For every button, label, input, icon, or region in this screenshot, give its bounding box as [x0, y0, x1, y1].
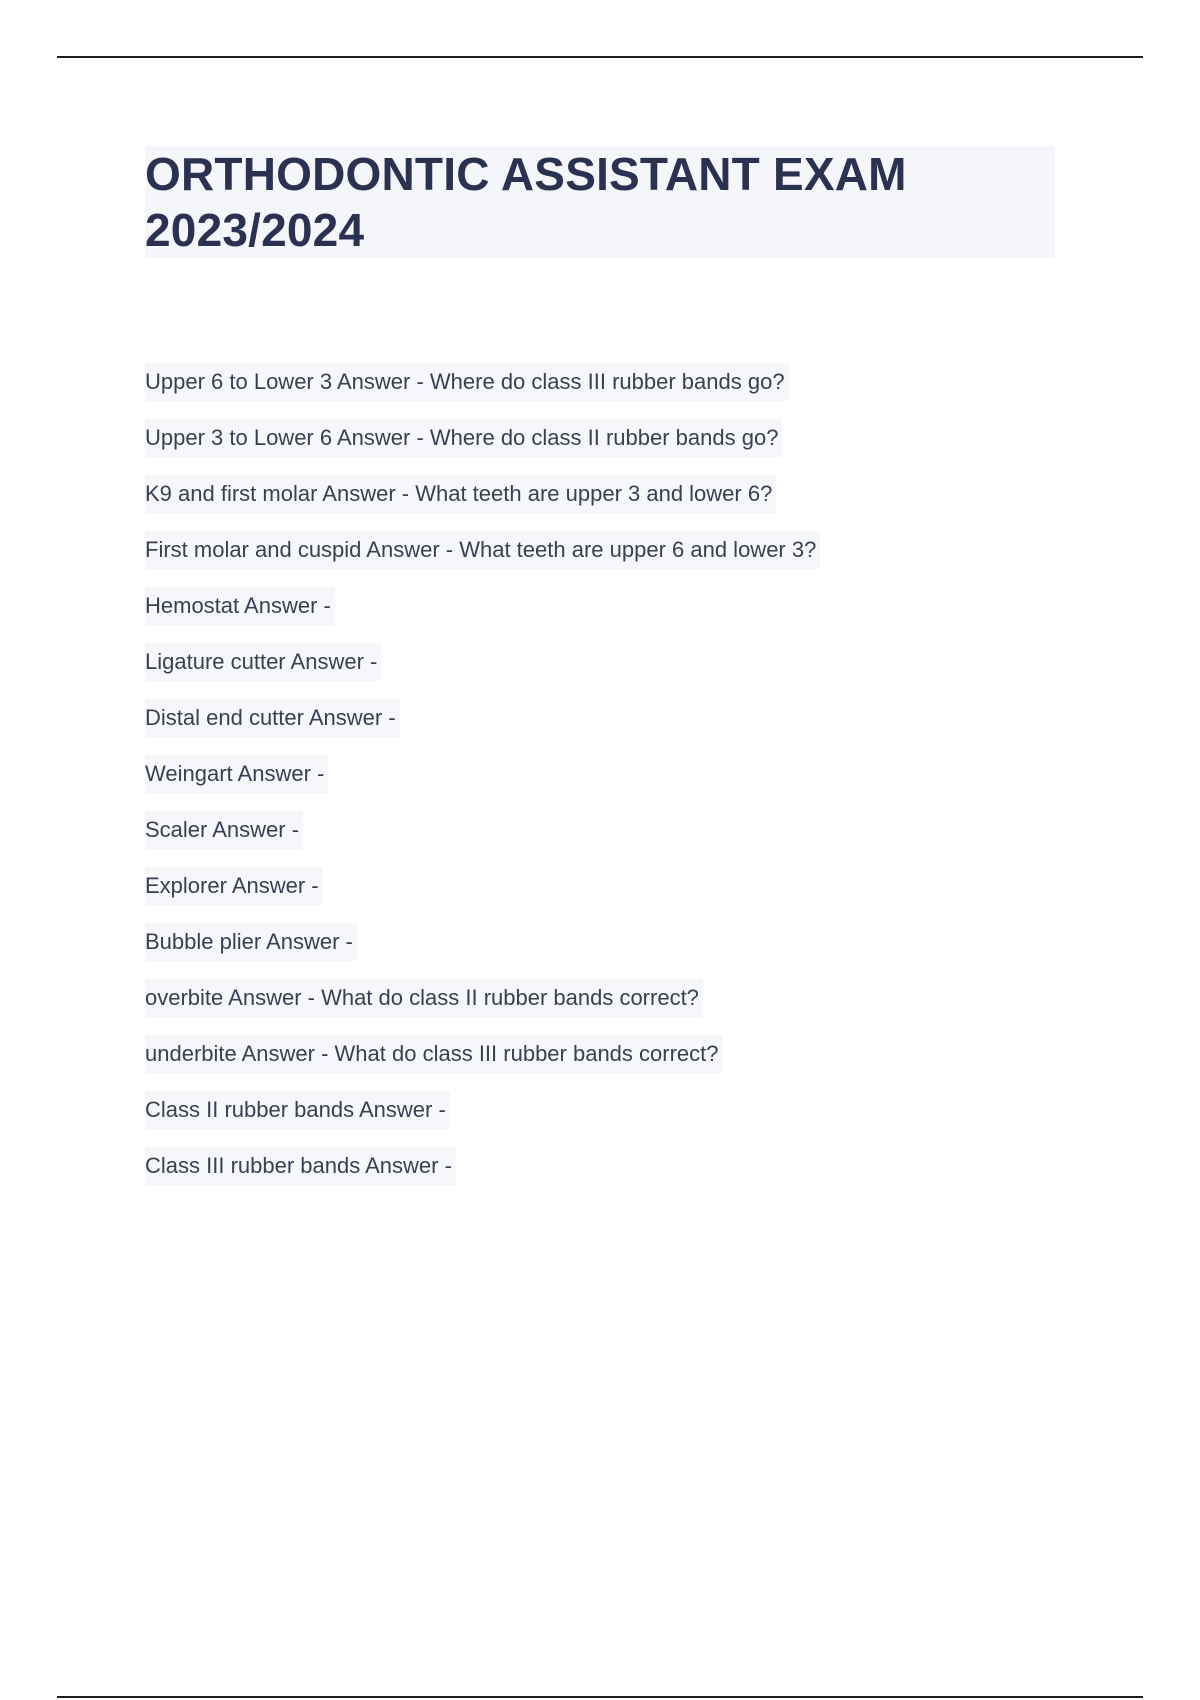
- qa-text: Upper 6 to Lower 3 Answer - Where do class III rubber bands go?: [145, 363, 789, 401]
- qa-text: Class II rubber bands Answer -: [145, 1091, 450, 1129]
- list-item: [145, 867, 1045, 923]
- list-item: [145, 1147, 1045, 1203]
- list-item: [145, 531, 1045, 587]
- list-item: [145, 1035, 1045, 1091]
- qa-list: [145, 363, 1045, 1203]
- top-rule: [57, 56, 1143, 58]
- qa-text: Ligature cutter Answer -: [145, 643, 381, 681]
- list-item: [145, 811, 1045, 867]
- list-item: [145, 587, 1045, 643]
- qa-text: Scaler Answer -: [145, 811, 303, 849]
- list-item: [145, 923, 1045, 979]
- qa-text: First molar and cuspid Answer - What teeth are upper 6 and lower 3?: [145, 531, 820, 569]
- qa-text: Bubble plier Answer -: [145, 923, 357, 961]
- qa-text: Class III rubber bands Answer -: [145, 1147, 456, 1185]
- qa-text: Upper 3 to Lower 6 Answer - Where do class II rubber bands go?: [145, 419, 782, 457]
- qa-text: Weingart Answer -: [145, 755, 328, 793]
- list-item: [145, 979, 1045, 1035]
- qa-text: underbite Answer - What do class III rubber bands correct?: [145, 1035, 723, 1073]
- qa-text: overbite Answer - What do class II rubber bands correct?: [145, 979, 703, 1017]
- list-item: [145, 755, 1045, 811]
- list-item: [145, 1091, 1045, 1147]
- qa-text: K9 and first molar Answer - What teeth are upper 3 and lower 6?: [145, 475, 776, 513]
- qa-text: Explorer Answer -: [145, 867, 323, 905]
- list-item: [145, 419, 1045, 475]
- title-block: [145, 146, 1055, 258]
- list-item: [145, 363, 1045, 419]
- bottom-rule: [57, 1696, 1143, 1698]
- list-item: [145, 475, 1045, 531]
- qa-text: Hemostat Answer -: [145, 587, 335, 625]
- list-item: [145, 643, 1045, 699]
- page-title: ORTHODONTIC ASSISTANT EXAM 2023/2024: [145, 148, 907, 256]
- qa-text: Distal end cutter Answer -: [145, 699, 400, 737]
- list-item: [145, 699, 1045, 755]
